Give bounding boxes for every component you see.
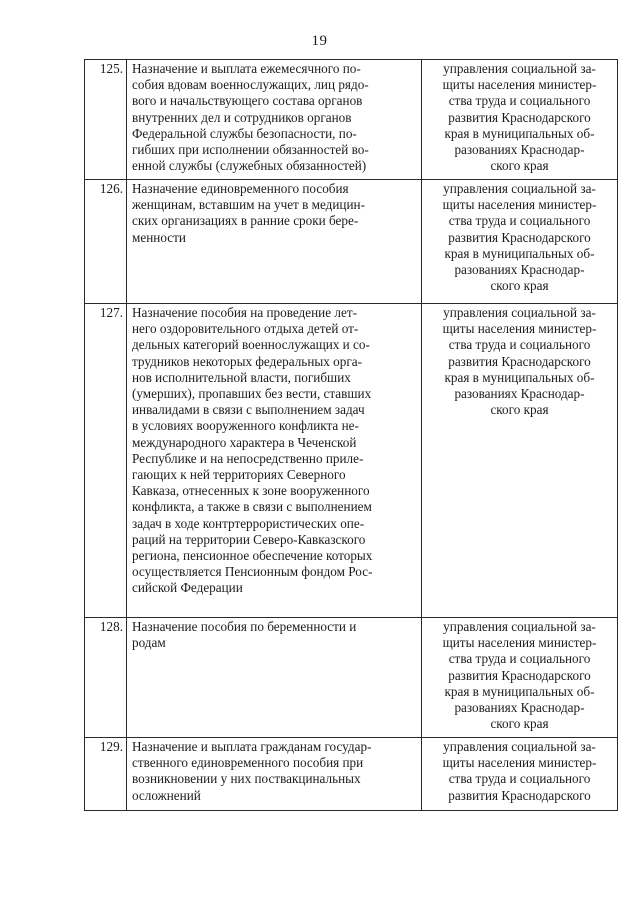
table-row bbox=[85, 618, 618, 738]
service-name-line: раций на территории Северо-Кавказского bbox=[132, 531, 366, 547]
service-name-line: собия вдовам военнослужащих, лиц рядо- bbox=[132, 77, 369, 93]
service-name bbox=[127, 618, 422, 738]
responsible-authority bbox=[422, 60, 618, 180]
row-number: 129. bbox=[85, 738, 127, 811]
authority-line: ства труда и социального bbox=[448, 771, 591, 787]
service-name-line: Назначение пособия по беременности и bbox=[132, 619, 357, 634]
row-number: 125. bbox=[85, 60, 127, 180]
row-number: 128. bbox=[85, 618, 127, 738]
authority-line: развития Краснодарского bbox=[448, 229, 591, 245]
service-name-line: Назначение и выплата гражданам государ- bbox=[132, 739, 372, 754]
authority-line: края в муниципальных об- bbox=[444, 125, 595, 141]
service-name bbox=[127, 180, 422, 304]
service-name-line: Кавказа, отнесенных к зоне вооруженного bbox=[132, 483, 370, 499]
authority-line: ства труда и социального bbox=[448, 93, 591, 109]
authority-line: ского края bbox=[490, 158, 549, 174]
responsible-authority bbox=[422, 738, 618, 811]
service-name-line: конфликта, а также в связи с выполнением bbox=[132, 499, 372, 515]
authority-line: развития Краснодарского bbox=[448, 353, 591, 369]
authority-line: края в муниципальных об- bbox=[444, 683, 595, 699]
service-name bbox=[127, 60, 422, 180]
authority-line: края в муниципальных об- bbox=[444, 245, 595, 261]
authority-line: щиты населения министер- bbox=[442, 635, 597, 651]
service-name-line: менности bbox=[132, 229, 186, 245]
row-number: 127. bbox=[85, 304, 127, 618]
service-name-line: Федеральной службы безопасности, по- bbox=[132, 125, 357, 141]
authority-line: управления социальной за- bbox=[443, 61, 596, 76]
authority-line: ского края bbox=[490, 278, 549, 294]
authority-line: разованиях Краснодар- bbox=[454, 700, 585, 716]
service-name-line: родам bbox=[132, 635, 166, 651]
authority-line: управления социальной за- bbox=[443, 305, 596, 320]
service-name-line: Назначение и выплата ежемесячного по- bbox=[132, 61, 361, 76]
authority-line: развития Краснодарского bbox=[448, 787, 591, 803]
service-name-line: ственного единовременного пособия при bbox=[132, 755, 364, 771]
service-name-line: сийской Федерации bbox=[132, 580, 243, 596]
authority-line: щиты населения министер- bbox=[442, 77, 597, 93]
table-row bbox=[85, 180, 618, 304]
service-name-line: инвалидами в связи с выполнением задач bbox=[132, 402, 365, 418]
authority-line: управления социальной за- bbox=[443, 619, 596, 634]
service-name-line: осуществляется Пенсионным фондом Рос- bbox=[132, 564, 373, 580]
service-name-line: задач в ходе контртеррористических опе- bbox=[132, 515, 365, 531]
service-name-line: вого и начальствующего состава органов bbox=[132, 93, 363, 109]
row-number: 126. bbox=[85, 180, 127, 304]
table-row bbox=[85, 304, 618, 618]
service-name-line: гибших при исполнении обязанностей во- bbox=[132, 142, 369, 158]
service-name-line: него оздоровительного отдыха детей от- bbox=[132, 321, 359, 337]
service-name-line: женщинам, вставшим на учет в медицин- bbox=[132, 197, 365, 213]
authority-line: щиты населения министер- bbox=[442, 197, 597, 213]
service-name-line: Республике и на непосредственно приле- bbox=[132, 450, 364, 466]
service-name-line: международного характера в Чеченской bbox=[132, 434, 357, 450]
service-name-line: региона, пенсионное обеспечение которых bbox=[132, 548, 373, 564]
page-number: 19 bbox=[311, 33, 328, 49]
authority-line: управления социальной за- bbox=[443, 181, 596, 196]
responsible-authority bbox=[422, 304, 618, 618]
service-name-line: нов исполнительной власти, погибших bbox=[132, 369, 351, 385]
authority-line: развития Краснодарского bbox=[448, 109, 591, 125]
authority-line: разованиях Краснодар- bbox=[454, 386, 585, 402]
service-name-line: внутренних дел и сотрудников органов bbox=[132, 109, 352, 125]
service-name bbox=[127, 738, 422, 811]
service-name-line: возникновении у них поствакцинальных bbox=[132, 771, 361, 787]
service-name-line: ских организациях в ранние сроки бере- bbox=[132, 213, 359, 229]
services-table bbox=[84, 59, 618, 811]
authority-line: ского края bbox=[490, 716, 549, 732]
authority-line: разованиях Краснодар- bbox=[454, 262, 585, 278]
authority-line: щиты населения министер- bbox=[442, 321, 597, 337]
responsible-authority bbox=[422, 618, 618, 738]
service-name-line: гающих к ней территориях Северного bbox=[132, 467, 346, 483]
service-name-line: (умерших), пропавших без вести, ставших bbox=[132, 386, 372, 402]
authority-line: ского края bbox=[490, 402, 549, 418]
service-name bbox=[127, 304, 422, 618]
authority-line: развития Краснодарского bbox=[448, 667, 591, 683]
authority-line: края в муниципальных об- bbox=[444, 369, 595, 385]
authority-line: управления социальной за- bbox=[443, 739, 596, 754]
service-name-line: енной службы (служебных обязанностей) bbox=[132, 158, 367, 174]
authority-line: ства труда и социального bbox=[448, 213, 591, 229]
service-name-line: Назначение пособия на проведение лет- bbox=[132, 305, 357, 320]
authority-line: ства труда и социального bbox=[448, 651, 591, 667]
service-name-line: дельных категорий военнослужащих и со- bbox=[132, 337, 370, 353]
service-name-line: трудников некоторых федеральных орга- bbox=[132, 353, 362, 369]
authority-line: разованиях Краснодар- bbox=[454, 142, 585, 158]
service-name-line: в условиях вооруженного конфликта не- bbox=[132, 418, 359, 434]
service-name-line: Назначение единовременного пособия bbox=[132, 181, 349, 196]
responsible-authority bbox=[422, 180, 618, 304]
service-name-line: осложнений bbox=[132, 787, 201, 803]
authority-line: щиты населения министер- bbox=[442, 755, 597, 771]
authority-line: ства труда и социального bbox=[448, 337, 591, 353]
table-row bbox=[85, 738, 618, 811]
table-row bbox=[85, 60, 618, 180]
